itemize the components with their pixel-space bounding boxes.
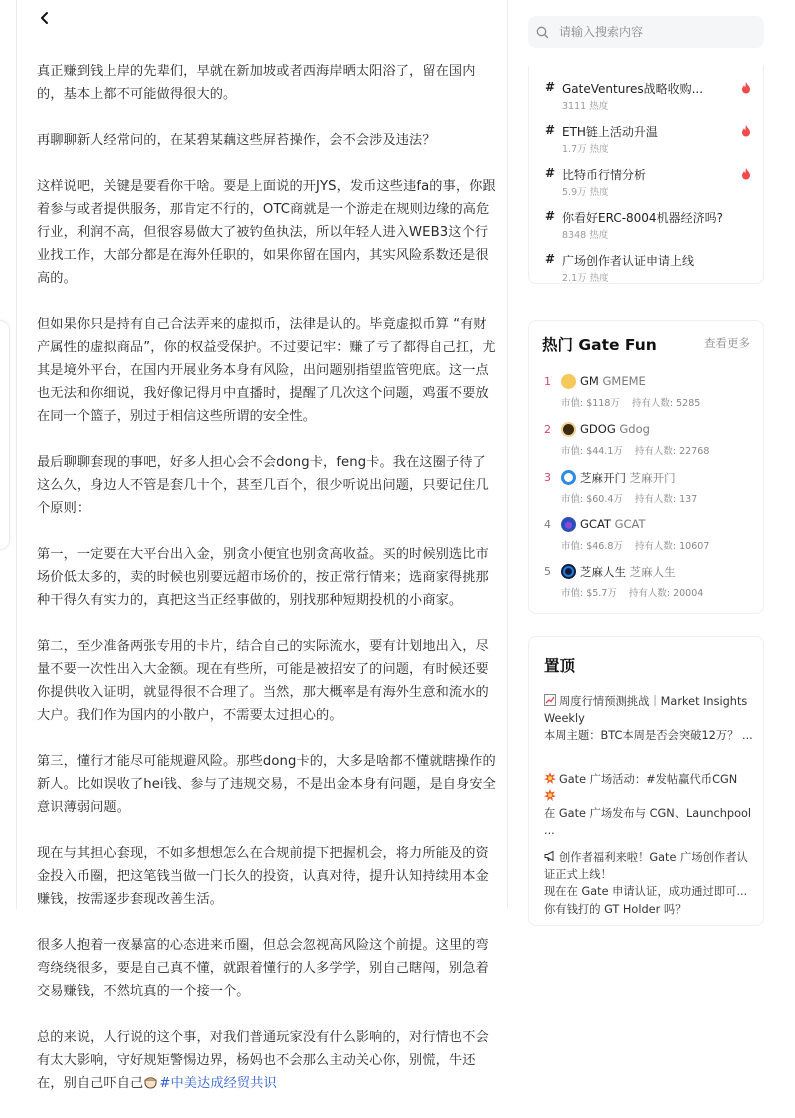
rank-number: 1 [544,375,551,388]
trending-item[interactable] [545,166,755,206]
pinned-title: 置顶 [544,657,576,675]
hash-icon: # [545,123,556,137]
post-paragraph: 第一，一定要在大平台出入金，别贪小便宜也别贪高收益。买的时候别选比市场价低太多的，卖的时候也别要远超市场价的，按正常行情来；选商家得挑那种干得久有实力的，真把这当正经事做的，别找那种短期投机的小商家。 [37,547,489,608]
token-logo-icon [561,422,576,437]
token-logo-icon [561,470,576,485]
collision-icon [544,789,556,801]
token-name: GCAT GCAT [580,517,646,531]
pinned-item[interactable]: Gate 广场活动：#发帖赢代币CGN 在 Gate 广场发布与 CGN、Launchpool ... [544,773,752,837]
gate-fun-item[interactable] [542,374,757,416]
token-meta: 市值: $46.8万 持有人数: 10607 [561,541,710,552]
token-name: 芝麻开门 芝麻开门 [580,471,676,485]
back-button[interactable] [35,8,55,28]
token-name: 芝麻人生 芝麻人生 [580,565,676,579]
post-paragraph: 真正赚到钱上岸的先辈们，早就在新加坡或者西海岸晒太阳浴了，留在国内的，基本上都不可能做得很大的。 [37,64,476,102]
trending-item[interactable] [545,252,755,292]
post-paragraph: 第二，至少准备两张专用的卡片，结合自己的实际流水，要有计划地出入，尽量不要一次性出入大金额。现在有些所，可能是被招安了的问题，有时候还要你提供收入证明，就显得很不合理了。当然，那大概率是有海外生意和流水的大户。我们作为国内的小散户，不需要太过担心的。 [37,639,489,723]
post-detail-panel [16,0,508,1091]
trending-title: ETH链上活动升温 [562,125,658,139]
trending-heat: 5.9万 热度 [562,187,609,198]
megaphone-icon [544,850,556,862]
trending-title: 广场创作者认证申请上线 [562,254,695,268]
view-more-link[interactable]: 查看更多 [704,336,750,350]
pinned-item[interactable]: 周度行情预测挑战｜Market Insights Weekly 本周主题：BTC本周是否会突破12万？ ... [544,695,753,742]
token-meta: 市值: $44.1万 持有人数: 22768 [561,446,710,457]
trending-heat: 8348 热度 [562,230,609,241]
hashtag-link[interactable]: #中美达成经贸共识 [159,1076,277,1091]
hash-icon: # [545,166,556,180]
gate-fun-title: 热门 Gate Fun [542,336,657,354]
rank-number: 5 [544,565,551,578]
token-name: GDOG Gdog [580,422,650,436]
trending-heat: 2.1万 热度 [562,273,609,284]
collision-icon [544,772,556,784]
gate-fun-item[interactable] [542,564,757,606]
token-meta: 市值: $60.4万 持有人数: 137 [561,494,698,505]
left-floating-panel [0,320,10,550]
trending-heat: 3111 热度 [562,101,609,112]
search-box[interactable] [528,16,764,48]
trending-heat: 1.7万 热度 [562,144,609,155]
trending-title: 比特币行情分析 [562,168,647,182]
token-logo-icon [561,517,576,532]
post-body [37,60,499,1118]
post-paragraph: 这样说吧，关键是要看你干啥。要是上面说的开JYS，发币这些违fa的事，你跟着参与或者提供服务，那肯定不行的，OTC商就是一个游走在规则边缘的高危行业，利润不高，但很容易做大了被钓鱼执法，所以年轻人进入WEB3这个行业找工作，大部分都是在海外任职的，如果你留在国内，其实风险系数还是很高的。 [37,179,496,286]
token-meta: 市值: $118万 持有人数: 5285 [561,398,701,409]
trending-item[interactable] [545,123,755,163]
coffee-cup-icon [143,1075,159,1089]
token-name: GM GMEME [580,374,646,388]
rank-number: 2 [544,423,551,436]
trending-title: GateVentures战略收购... [562,82,704,96]
trending-title: 你看好ERC-8004机器经济吗? [562,211,723,225]
trending-item[interactable] [545,209,755,249]
hash-icon: # [545,80,556,94]
post-paragraph: 再聊聊新人经常问的，在某碧某藕这些屏苔操作，会不会涉及违法？ [37,133,436,148]
fire-icon [741,168,751,180]
search-input[interactable] [559,25,749,39]
trending-item[interactable] [545,80,755,120]
pinned-item[interactable]: 你有钱打的 GT Holder 吗？ [544,903,687,916]
pinned-item[interactable]: 创作者福利来啦！Gate 广场创作者认证正式上线！ 现在在 Gate 申请认证，成功通过即可... [544,851,748,898]
post-paragraph-last [37,1026,499,1095]
trending-topics-card [528,66,764,284]
chevron-left-icon [39,11,51,25]
fire-icon [741,82,751,94]
post-paragraph: 但如果你只是持有自己合法弄来的虚拟币，法律是认的。毕竟虚拟币算 “有财产属性的虚拟商品”，你的权益受保护。不过要记牢：赚了亏了都得自己扛，尤其是境外平台，在国内开展业务本身有风险，出问题别指望监管兜底。这一点也无法和你细说，我好像记得月中直播时，提醒了几次这个问题，鸡蛋不要放在同一个篮子，别过于相信这些所谓的安全性。 [37,317,496,424]
gate-fun-item[interactable] [542,517,757,559]
hash-icon: # [545,252,556,266]
post-paragraph: 最后聊聊套现的事吧，好多人担心会不会dong卡，feng卡。我在这圈子待了这么久，身边人不管是套几十个，甚至几百个，很少听说出问题，只要记住几个原则： [37,455,489,516]
token-meta: 市值: $5.7万 持有人数: 20004 [561,588,704,599]
token-logo-icon [561,374,576,389]
post-paragraph: 很多人抱着一夜暴富的心态进来币圈，但总会忽视高风险这个前提。这里的弯弯绕绕很多，要是自己真不懂，就跟着懂行的人多学学，别自己瞎闯，别急着交易赚钱，不然坑真的一个接一个。 [37,938,489,999]
rank-number: 3 [544,471,551,484]
rank-number: 4 [544,518,551,531]
hash-icon: # [545,209,556,223]
gate-fun-item[interactable] [542,422,757,464]
pinned-card [528,636,764,926]
gate-fun-card [528,320,764,614]
fire-icon [741,125,751,137]
post-paragraph: 第三，懂行才能尽可能规避风险。那些dong卡的，大多是啥都不懂就瞎操作的新人。比如误收了hei钱、参与了违规交易，不是出金本身有问题，是自身安全意识薄弱问题。 [37,754,496,815]
token-logo-icon [561,564,576,579]
post-paragraph: 现在与其担心套现，不如多想想怎么在合规前提下把握机会，将力所能及的资金投入币圈，把这笔钱当做一门长久的投资，认真对待，提升认知持续用本金赚钱，按需逐步套现改善生活。 [37,846,489,907]
post-paragraph-text: 总的来说，人行说的这个事，对我们普通玩家没有什么影响的，对行情也不会有太大影响，守好规矩警惕边界，杨妈也不会那么主动关心你，别慌，牛还在，别自己吓自己 [37,1030,489,1091]
search-icon [536,26,549,39]
chart-increasing-icon [544,694,556,706]
gate-fun-item[interactable] [542,470,757,512]
